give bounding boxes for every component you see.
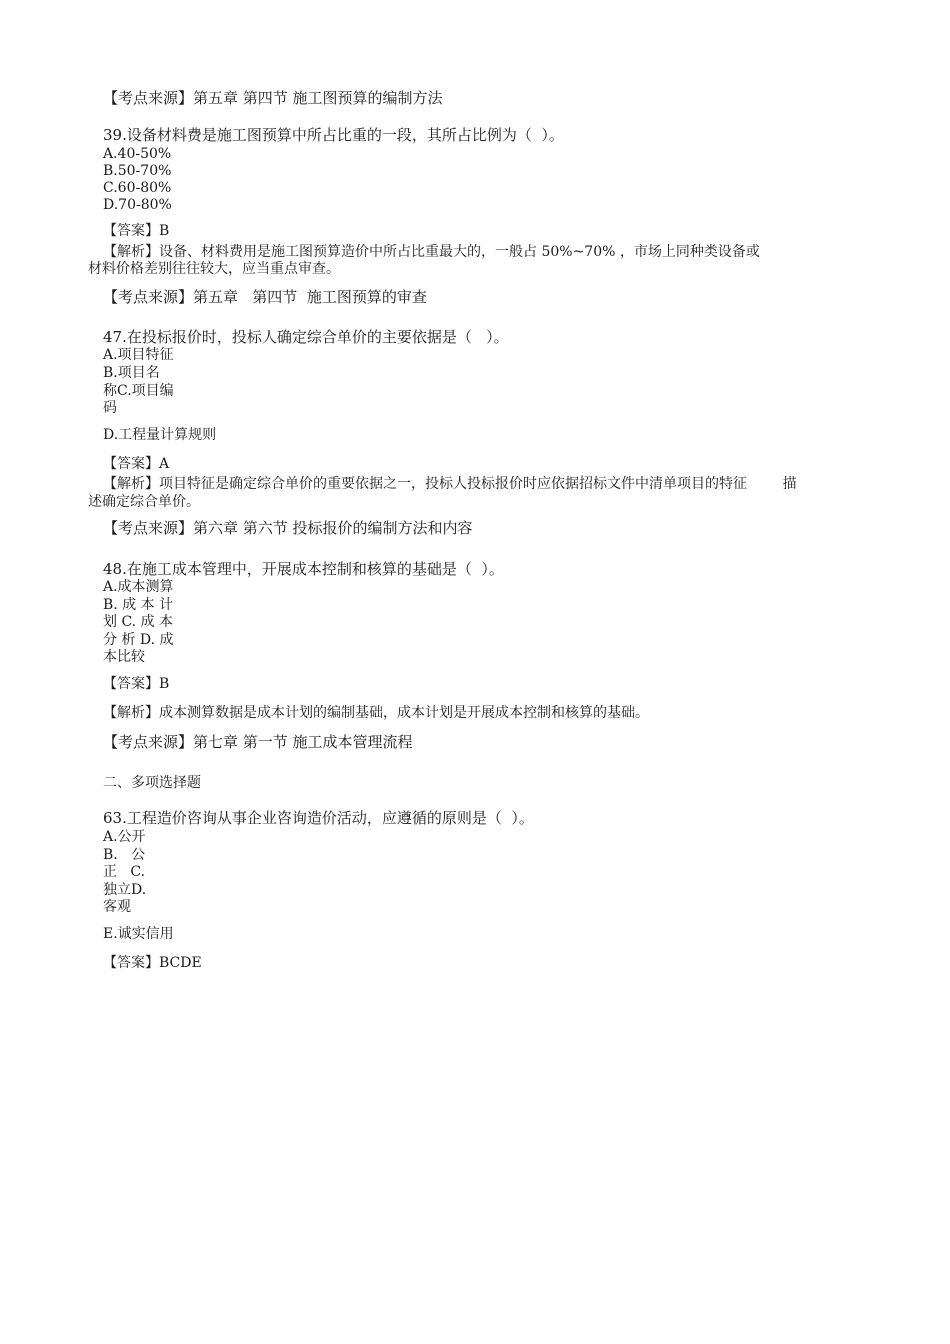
answer-line: 【答案】B — [103, 223, 170, 239]
source-line: 【考点来源】第七章 第一节 施工成本管理流程 — [103, 733, 413, 751]
explanation-line: 材料价格差别往往较大，应当重点审查。 — [88, 261, 340, 277]
option-a: A.公开 — [103, 829, 146, 845]
option-a: A.成本测算 — [103, 579, 174, 595]
explanation-line: 述确定综合单价。 — [88, 494, 200, 510]
question-48: 48.在施工成本管理中，开展成本控制和核算的基础是（ ）。 — [103, 560, 504, 578]
option-e: E.诚实信用 — [103, 926, 174, 942]
option-d: 独立D. — [103, 882, 147, 898]
option-a: A.项目特征 — [103, 347, 174, 363]
answer-line: 【答案】BCDE — [103, 955, 202, 971]
explanation-line: 【解析】项目特征是确定综合单价的重要依据之一，投标人投标报价时应依据招标文件中清单项目的特征 描 — [103, 476, 797, 492]
option-c: 正 C. — [103, 864, 146, 880]
section-heading: 二、多项选择题 — [103, 775, 201, 791]
option-b: B.项目名 — [103, 365, 160, 381]
option-d: D.70-80% — [103, 197, 172, 213]
option-c: C.60-80% — [103, 180, 172, 196]
option-a: A.40-50% — [103, 146, 172, 162]
explanation-line: 【解析】设备、材料费用是施工图预算造价中所占比重最大的，一般占 50%~70% ，市场上同种类设备或 — [103, 244, 760, 260]
option-c: 划 C. 成 本 — [103, 614, 174, 630]
answer-line: 【答案】A — [103, 456, 170, 472]
answer-line: 【答案】B — [103, 676, 170, 692]
option-d: D.工程量计算规则 — [103, 427, 217, 443]
source-line: 【考点来源】第六章 第六节 投标报价的编制方法和内容 — [103, 519, 473, 537]
option-c: 称C.项目编 — [103, 383, 174, 399]
question-63: 63.工程造价咨询从事企业咨询造价活动，应遵循的原则是（ ）。 — [103, 809, 534, 827]
question-47: 47.在投标报价时，投标人确定综合单价的主要依据是（ ）。 — [103, 328, 509, 346]
option-d: 客观 — [103, 899, 131, 915]
option-b: B.50-70% — [103, 163, 172, 179]
source-line: 【考点来源】第五章 第四节 施工图预算的审查 — [103, 288, 427, 306]
option-c: 码 — [103, 400, 117, 416]
option-b: B. 公 — [103, 847, 146, 863]
explanation-line: 【解析】成本测算数据是成本计划的编制基础，成本计划是开展成本控制和核算的基础。 — [103, 705, 649, 721]
question-39: 39.设备材料费是施工图预算中所占比重的一段，其所占比例为（ ）。 — [103, 126, 564, 144]
option-b: B. 成 本 计 — [103, 597, 174, 613]
option-d: 分 析 D. 成 — [103, 632, 174, 648]
option-d: 本比较 — [103, 649, 145, 665]
source-line: 【考点来源】第五章 第四节 施工图预算的编制方法 — [103, 89, 443, 107]
